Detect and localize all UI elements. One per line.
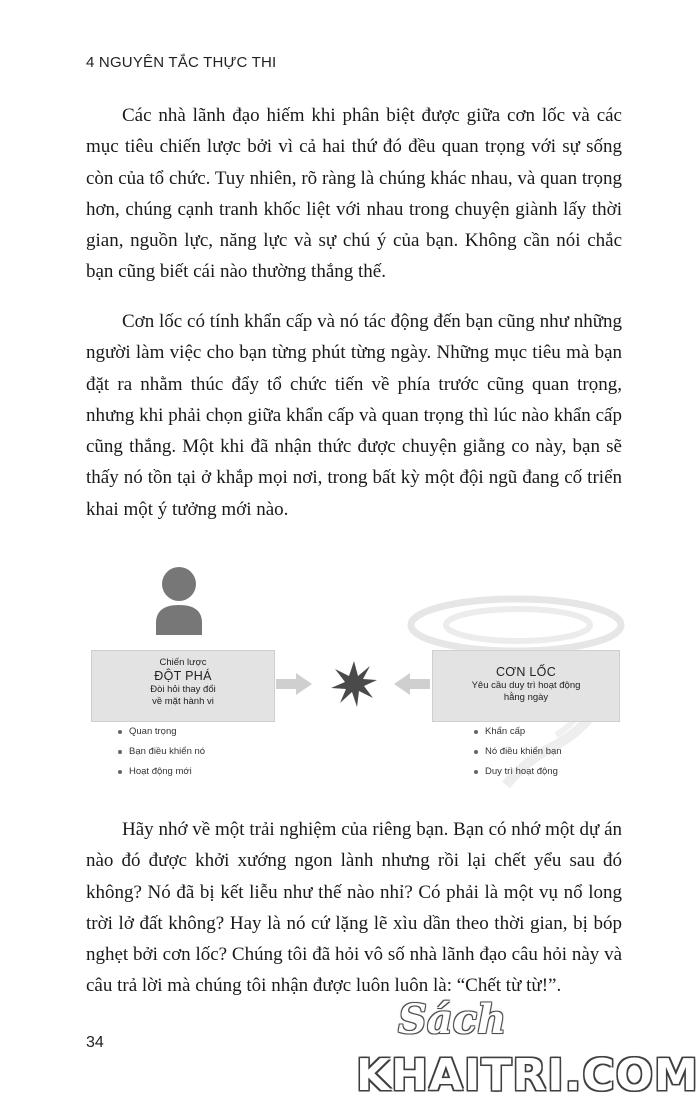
breakthrough-line-1: Chiến lược [159,657,207,668]
whirlwind-title: CƠN LỐC [495,665,557,679]
breakthrough-line-4: về mặt hành vi [152,696,214,707]
list-item: Nó điều khiển bạn [474,745,562,765]
strategy-vs-whirlwind-diagram [86,560,622,800]
paragraph-1: Các nhà lãnh đạo hiếm khi phân biệt được giữa cơn lốc và các mục tiêu chiến lược bởi vì cả hai thứ đó đều quan trọng với sự sống còn của tổ chức. Tuy nhiên, rõ ràng là chúng khác nhau, và quan trọng hơn, chúng cạnh tranh khốc liệt với nhau trong chuyện giành lấy thời gian, nguồn lực, năng lực và sự chú ý của bạn. Không cần nói chắc bạn cũng biết cái nào thường thắng thế. [86,105,622,283]
list-item: Bạn điều khiển nó [118,745,205,765]
list-item: Khẩn cấp [474,725,562,745]
breakthrough-title: ĐỘT PHÁ [154,669,212,683]
watermark-script: Sách [398,996,507,1043]
page-number: 34 [86,1034,104,1051]
left-arrow-icon [394,673,430,695]
breakthrough-strategy-box [91,650,275,722]
whirlwind-bullet-list [474,725,562,785]
person-icon [154,565,204,645]
paragraph-2: Cơn lốc có tính khẩn cấp và nó tác động đến bạn cũng như những người làm việc cho bạn từng phút từng ngày. Những mục tiêu mà bạn đặt ra nhằm thúc đẩy tổ chức tiến về phía trước cũng quan trọng, nhưng khi phải chọn giữa khẩn cấp và quan trọng thì lúc nào khẩn cấp cũng thắng. Một khi đã nhận thức được chuyện giằng co này, bạn sẽ thấy nó tồn tại ở khắp mọi nơi, trong bất kỳ một đội ngũ đang cố triển khai một ý tưởng mới nào. [86,311,622,520]
whirlwind-line-2: Yêu cầu duy trì hoạt động [471,680,581,691]
explosion-icon [331,661,377,707]
breakthrough-line-3: Đòi hỏi thay đổi [150,684,216,695]
whirlwind-line-3: hằng ngày [503,692,549,703]
list-item: Hoạt động mới [118,765,205,785]
breakthrough-bullet-list [118,725,205,785]
watermark-brand: KHAITRI.COM [356,1050,699,1101]
watermark-logo [356,996,699,1106]
right-arrow-icon [276,673,312,695]
whirlwind-box [432,650,620,722]
paragraph-3: Hãy nhớ về một trải nghiệm của riêng bạn. Bạn có nhớ một dự án nào đó được khởi xướng ngon lành nhưng rồi lại chết yểu sau đó không? Nó đã bị kết liễu như thế nào nhỉ? Có phải là một vụ nổ long trời lở đất không? Hay là nó cứ lặng lẽ xìu dần theo thời gian, bị bóp nghẹt bởi cơn lốc? Chúng tôi đã hỏi vô số nhà lãnh đạo câu hỏi này và câu trả lời mà chúng tôi nhận được luôn luôn là: “Chết từ từ!”. [86,819,622,997]
list-item: Duy trì hoạt động [474,765,562,785]
running-head: 4 NGUYÊN TẮC THỰC THI [86,54,277,71]
list-item: Quan trọng [118,725,205,745]
